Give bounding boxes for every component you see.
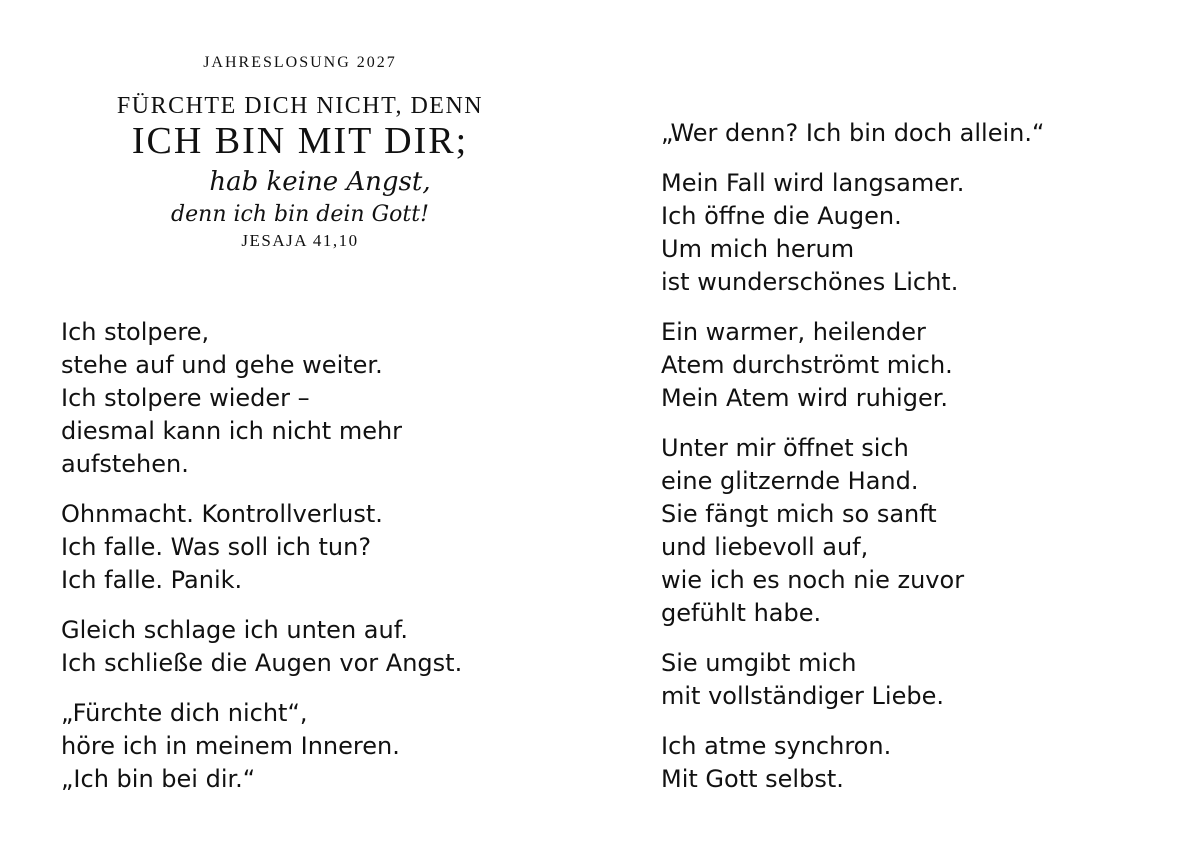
poem-line: mit vollständiger Liebe. bbox=[661, 682, 944, 710]
stanza bbox=[61, 316, 462, 481]
poem-line: gefühlt habe. bbox=[661, 599, 822, 627]
motto-header bbox=[100, 52, 500, 252]
stanza bbox=[661, 117, 1044, 150]
poem-line: Mit Gott selbst. bbox=[661, 765, 844, 793]
poem-line: Unter mir öffnet sich bbox=[661, 434, 909, 462]
poem-line: „Ich bin bei dir.“ bbox=[61, 765, 256, 793]
poem-line: Gleich schlage ich unten auf. bbox=[61, 616, 409, 644]
poem-line: ist wunderschönes Licht. bbox=[661, 268, 959, 296]
poem-line: „Wer denn? Ich bin doch allein.“ bbox=[661, 119, 1045, 147]
motto-script-line-1: hab keine Angst, bbox=[209, 167, 431, 197]
poem-line: und liebevoll auf, bbox=[661, 533, 869, 561]
stanza bbox=[661, 167, 1044, 299]
poem-line: stehe auf und gehe weiter. bbox=[61, 351, 383, 379]
stanza bbox=[61, 614, 462, 680]
poem-line: aufstehen. bbox=[61, 450, 189, 478]
poem-line: Ich falle. Panik. bbox=[61, 566, 243, 594]
bible-reference: JESAJA 41,10 bbox=[241, 231, 359, 250]
poem-column-left bbox=[61, 316, 462, 813]
poem-line: Atem durchströmt mich. bbox=[661, 351, 953, 379]
stanza bbox=[61, 498, 462, 597]
poem-column-right bbox=[661, 117, 1044, 813]
poem-line: Mein Fall wird langsamer. bbox=[661, 169, 965, 197]
stanza bbox=[661, 647, 1044, 713]
poem-line: Ich stolpere wieder – bbox=[61, 384, 310, 412]
stanza bbox=[61, 697, 462, 796]
stanza bbox=[661, 730, 1044, 796]
poem-line: Sie umgibt mich bbox=[661, 649, 857, 677]
poem-line: Um mich herum bbox=[661, 235, 855, 263]
poem-line: diesmal kann ich nicht mehr bbox=[61, 417, 403, 445]
poem-line: „Fürchte dich nicht“, bbox=[61, 699, 308, 727]
poem-line: Ich stolpere, bbox=[61, 318, 210, 346]
poem-line: wie ich es noch nie zuvor bbox=[661, 566, 965, 594]
motto-line-1: FÜRCHTE DICH NICHT, DENN bbox=[116, 93, 484, 119]
poem-line: Mein Atem wird ruhiger. bbox=[661, 384, 949, 412]
poem-line: Ich schließe die Augen vor Angst. bbox=[61, 649, 463, 677]
motto-script-line-2: denn ich bin dein Gott! bbox=[171, 202, 429, 227]
poem-line: Ohnmacht. Kontrollverlust. bbox=[61, 500, 383, 528]
poem-line: Ein warmer, heilender bbox=[661, 318, 926, 346]
motto-kicker: JAHRESLOSUNG 2027 bbox=[203, 54, 397, 71]
poem-line: höre ich in meinem Inneren. bbox=[61, 732, 400, 760]
motto-line-2: ICH BIN MIT DIR; bbox=[131, 120, 469, 162]
stanza bbox=[661, 316, 1044, 415]
poem-line: Ich atme synchron. bbox=[661, 732, 892, 760]
poem-line: Ich öffne die Augen. bbox=[661, 202, 902, 230]
poem-line: Ich falle. Was soll ich tun? bbox=[61, 533, 372, 561]
stanza bbox=[661, 432, 1044, 630]
poem-line: eine glitzernde Hand. bbox=[661, 467, 919, 495]
poem-line: Sie fängt mich so sanft bbox=[661, 500, 937, 528]
